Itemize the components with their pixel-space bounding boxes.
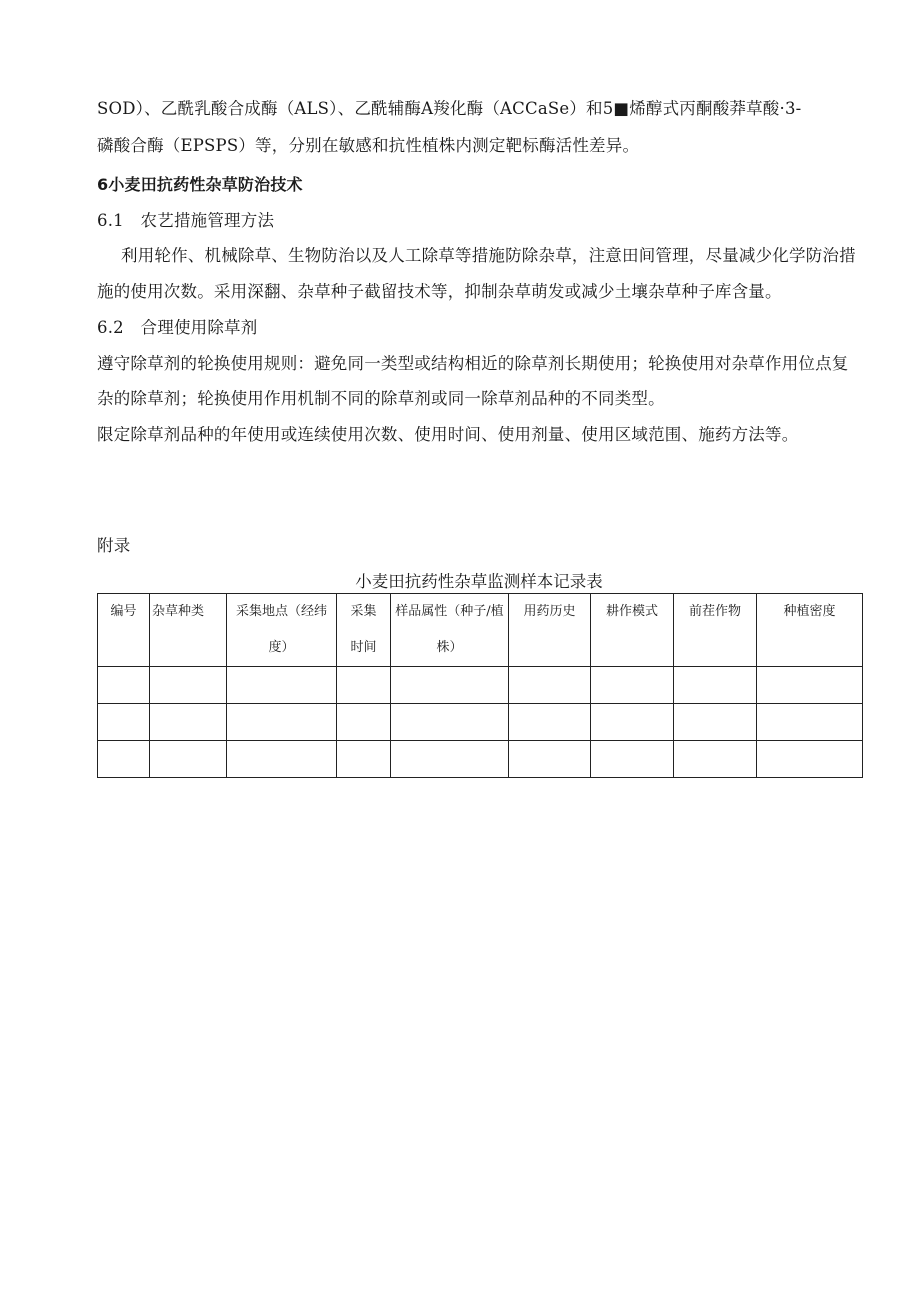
table-cell bbox=[674, 667, 757, 704]
table-title: 小麦田抗药性杂草监测样本记录表 bbox=[355, 572, 603, 591]
table-cell bbox=[591, 667, 674, 704]
table-cell bbox=[227, 704, 337, 741]
column-header: 编号 bbox=[98, 594, 150, 667]
table-cell bbox=[757, 741, 863, 778]
column-header: 采集地点（经纬度） bbox=[227, 594, 337, 667]
column-header: 用药历史 bbox=[509, 594, 591, 667]
table-cell bbox=[591, 704, 674, 741]
paragraph-line: 限定除草剂品种的年使用或连续使用次数、使用时间、使用剂量、使用区域范围、施药方法等。 bbox=[97, 425, 799, 444]
table-cell bbox=[150, 667, 227, 704]
table-cell bbox=[391, 667, 509, 704]
table-row bbox=[98, 704, 863, 741]
table-cell bbox=[227, 667, 337, 704]
column-header: 种植密度 bbox=[757, 594, 863, 667]
table-cell bbox=[337, 667, 391, 704]
table-cell bbox=[150, 741, 227, 778]
paragraph-line: 磷酸合酶（EPSPS）等，分别在敏感和抗性植株内测定靶标酶活性差异。 bbox=[97, 136, 640, 155]
table-row bbox=[98, 741, 863, 778]
table-cell bbox=[757, 667, 863, 704]
table-cell bbox=[674, 704, 757, 741]
table-cell bbox=[509, 667, 591, 704]
subsection-heading: 6.2 合理使用除草剂 bbox=[97, 318, 258, 337]
table-cell bbox=[757, 704, 863, 741]
appendix-label: 附录 bbox=[97, 536, 131, 555]
section-heading: 6小麦田抗药性杂草防治技术 bbox=[97, 175, 303, 194]
table-cell bbox=[337, 704, 391, 741]
table-cell bbox=[98, 704, 150, 741]
paragraph-line: 杂的除草剂；轮换使用作用机制不同的除草剂或同一除草剂品种的不同类型。 bbox=[97, 389, 665, 408]
table-cell bbox=[591, 741, 674, 778]
table-cell bbox=[391, 704, 509, 741]
paragraph-line: SOD）、乙酰乳酸合成酶（ALS）、乙酰辅酶A羧化酶（ACCaSe）和5■烯醇式丙酮酸莽草酸·3- bbox=[97, 99, 802, 118]
table-cell bbox=[509, 741, 591, 778]
table-cell bbox=[391, 741, 509, 778]
table-cell bbox=[674, 741, 757, 778]
table-cell bbox=[227, 741, 337, 778]
table-cell bbox=[337, 741, 391, 778]
table-cell bbox=[98, 667, 150, 704]
paragraph-line: 遵守除草剂的轮换使用规则：避免同一类型或结构相近的除草剂长期使用；轮换使用对杂草作用位点复 bbox=[97, 354, 849, 373]
table-cell bbox=[150, 704, 227, 741]
paragraph-line: 利用轮作、机械除草、生物防治以及人工除草等措施防除杂草，注意田间管理，尽量减少化学防治措 bbox=[121, 246, 856, 265]
column-header: 杂草种类 bbox=[150, 594, 227, 667]
subsection-heading: 6.1 农艺措施管理方法 bbox=[97, 211, 275, 230]
column-header: 耕作模式 bbox=[591, 594, 674, 667]
table-row bbox=[98, 667, 863, 704]
column-header: 样品属性（种子/植株） bbox=[391, 594, 509, 667]
paragraph-line: 施的使用次数。采用深翻、杂草种子截留技术等，抑制杂草萌发或减少土壤杂草种子库含量。 bbox=[97, 282, 782, 301]
column-header: 前茬作物 bbox=[674, 594, 757, 667]
table-header-row bbox=[98, 594, 863, 667]
table-cell bbox=[98, 741, 150, 778]
table-cell bbox=[509, 704, 591, 741]
column-header: 采集时间 bbox=[337, 594, 391, 667]
record-table bbox=[97, 593, 863, 778]
